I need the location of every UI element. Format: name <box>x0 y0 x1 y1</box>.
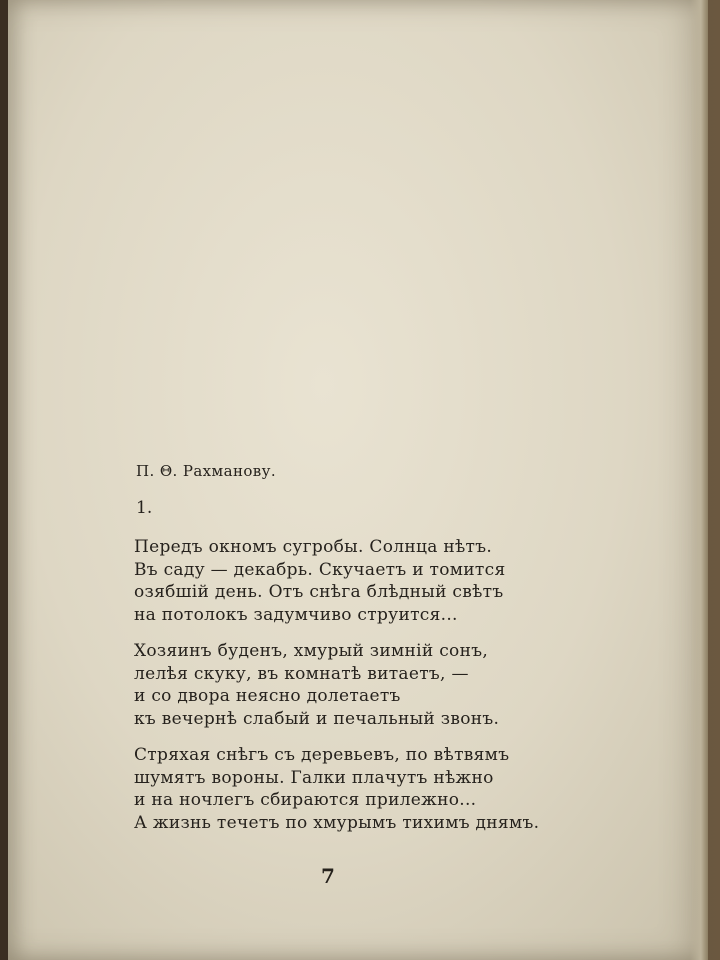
poem-line: Стряхая снѣгъ съ деревьевъ, по вѣтвямъ <box>134 745 510 765</box>
poem-line: лелѣя скуку, въ комнатѣ витаетъ, — <box>134 663 469 684</box>
poem-line: озябшій день. Отъ снѣга блѣдный свѣтъ <box>134 582 504 602</box>
book-page <box>8 0 708 960</box>
poem-line: Въ саду — декабрь. Скучаетъ и томится <box>134 559 506 580</box>
poem-line: на потолокъ задумчиво струится... <box>134 604 458 625</box>
page-number: 7 <box>321 864 335 888</box>
poem-line: и со двора неясно долетаетъ <box>134 686 401 706</box>
page-edge-shadow <box>690 0 708 960</box>
stanza-2 <box>134 640 499 730</box>
stanza-1 <box>134 536 506 626</box>
dedication: П. Θ. Рахманову. <box>136 462 277 480</box>
poem-line: шумятъ вороны. Галки плачутъ нѣжно <box>134 767 494 788</box>
stanza-3 <box>134 744 539 834</box>
poem-line: Хозяинъ буденъ, хмурый зимній сонъ, <box>134 641 489 661</box>
poem-line: Передъ окномъ сугробы. Солнца нѣтъ. <box>134 537 493 557</box>
poem-line: къ вечернѣ слабый и печальный звонъ. <box>134 708 500 729</box>
poem-line: и на ночлегъ сбираются прилежно... <box>134 790 477 810</box>
poem-line: А жизнь течетъ по хмурымъ тихимъ днямъ. <box>134 812 540 833</box>
section-number: 1. <box>136 498 153 518</box>
